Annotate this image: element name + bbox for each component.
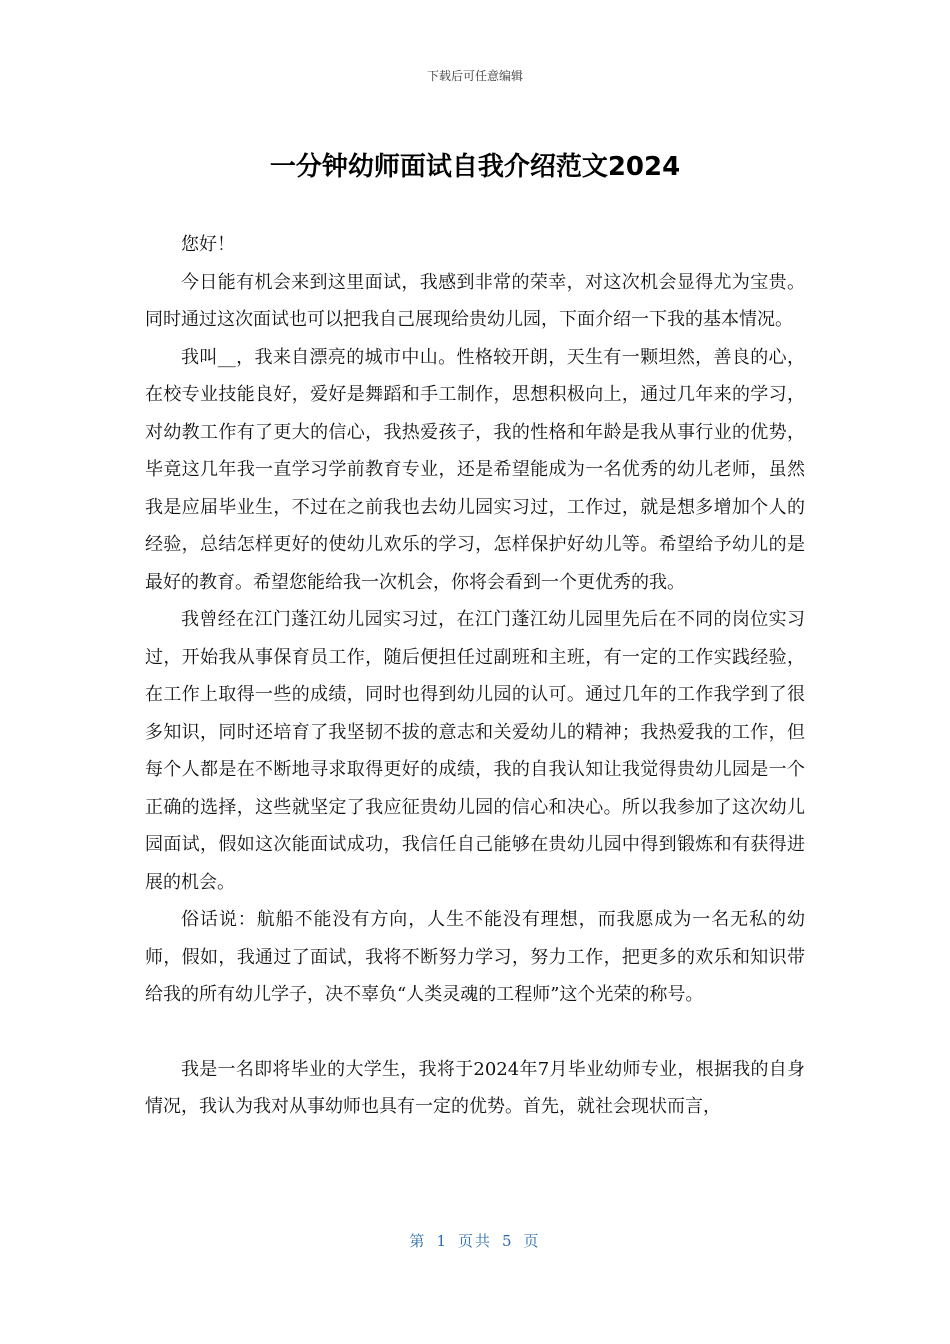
- document-body: [145, 226, 805, 1126]
- paragraph-greeting: 您好！: [181, 234, 235, 255]
- document-title: 一分钟幼师面试自我介绍范文2024: [269, 152, 681, 182]
- paragraph-second-sample: 我是一名即将毕业的大学生，我将于2024年7月毕业幼师专业，根据我的自身情况，我认为我对从事幼师也具有一定的优势。首先，就社会现状而言，: [145, 1058, 805, 1117]
- footer-label-page: 第: [409, 1232, 427, 1250]
- paragraph-intro: 今日能有机会来到这里面试，我感到非常的荣幸，对这次机会显得尤为宝贵。同时通过这次面试也可以把我自己展现给贵幼儿园，下面介绍一下我的基本情况。: [145, 271, 805, 330]
- page-header-note: 下载后可任意编辑: [426, 69, 523, 83]
- footer-label-end: 页: [523, 1232, 541, 1250]
- paragraph-experience: 我曾经在江门蓬江幼儿园实习过，在江门蓬江幼儿园里先后在不同的岗位实习过，开始我从事保育员工作，随后便担任过副班和主班，有一定的工作实践经验，在工作上取得一些的成绩，同时也得到幼儿园的认可。通过几年的工作我学到了很多知识，同时还培育了我坚韧不拔的意志和关爱幼儿的精神；我热爱我的工作，但每个人都是在不断地寻求取得更好的成绩，我的自我认知让我觉得贵幼儿园是一个正确的选择，这些就坚定了我应征贵幼儿园的信心和决心。所以我参加了这次幼儿园面试，假如这次能面试成功，我信任自己能够在贵幼儿园中得到锻炼和有获得进展的机会。: [145, 609, 805, 893]
- paragraph-self: 我叫__，我来自漂亮的城市中山。性格较开朗，天生有一颗坦然，善良的心，在校专业技能良好，爱好是舞蹈和手工制作，思想积极向上，通过几年来的学习，对幼教工作有了更大的信心，我热爱孩子，我的性格和年龄是我从事行业的优势，毕竟这几年我一直学习学前教育专业，还是希望能成为一名优秀的幼儿老师，虽然我是应届毕业生，不过在之前我也去幼儿园实习过，工作过，就是想多增加个人的经验，总结怎样更好的使幼儿欢乐的学习，怎样保护好幼儿等。希望给予幼儿的是最好的教育。希望您能给我一次机会，你将会看到一个更优秀的我。: [145, 346, 805, 593]
- page-number-footer: [0, 1230, 950, 1251]
- footer-total-pages: 5: [502, 1232, 514, 1250]
- footer-current-page: 1: [436, 1232, 448, 1250]
- footer-label-of: 页共: [457, 1232, 492, 1250]
- paragraph-closing: 俗话说：航船不能没有方向，人生不能没有理想，而我愿成为一名无私的幼师，假如，我通过了面试，我将不断努力学习，努力工作，把更多的欢乐和知识带给我的所有幼儿学子，决不辜负“人类灵魂的工程师”这个光荣的称号。: [145, 909, 805, 1005]
